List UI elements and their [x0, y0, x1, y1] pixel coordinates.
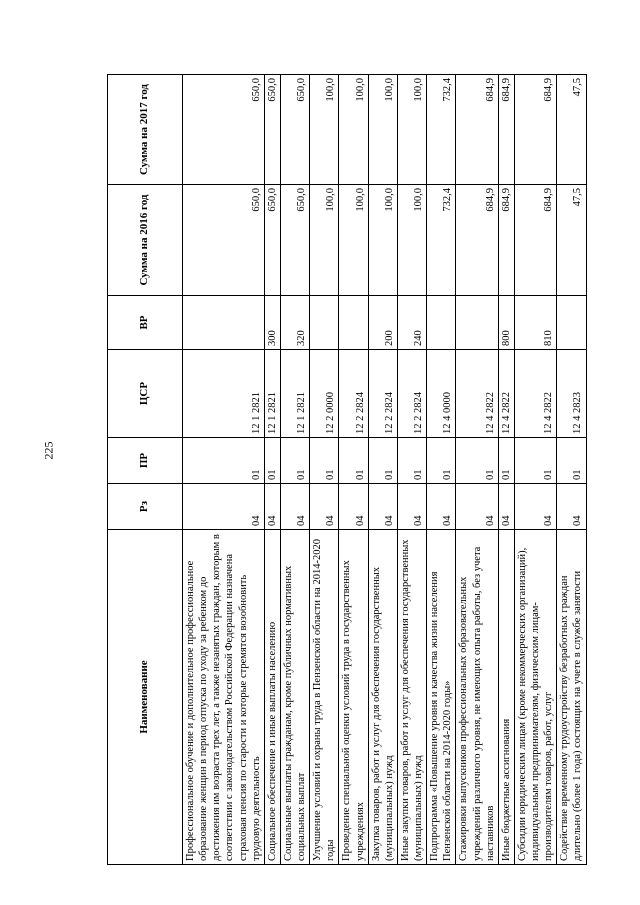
row-sum-2017: 100,0	[397, 75, 426, 185]
row-csr: 12 2 2824	[339, 350, 368, 438]
row-csr: 12 2 0000	[310, 350, 339, 438]
row-csr: 12 1 2821	[183, 350, 265, 438]
row-vr: 810	[514, 296, 556, 350]
row-pr: 01	[183, 438, 265, 484]
row-sum-2016: 100,0	[339, 185, 368, 296]
row-sum-2016: 684,9	[456, 185, 498, 296]
row-sum-2017: 650,0	[280, 75, 309, 185]
row-csr: 12 4 2823	[557, 350, 586, 438]
row-sum-2017: 100,0	[310, 75, 339, 185]
row-name: Стажировки выпускников профессиональных образовательных учреждений различного уровня, не имеющих опыта работы, без учета наставников	[456, 530, 498, 865]
row-vr: 300	[264, 296, 280, 350]
row-csr: 12 4 2822	[498, 350, 514, 438]
row-name: Социальное обеспечение и иные выплаты населению	[264, 530, 280, 865]
row-sum-2016: 650,0	[280, 185, 309, 296]
row-vr	[456, 296, 498, 350]
row-csr: 12 4 0000	[427, 350, 456, 438]
row-pr: 01	[264, 438, 280, 484]
row-sum-2016: 650,0	[264, 185, 280, 296]
budget-table-rotated	[107, 75, 584, 865]
row-vr: 240	[397, 296, 426, 350]
row-vr: 320	[280, 296, 309, 350]
row-vr	[427, 296, 456, 350]
table-row	[183, 75, 265, 865]
budget-table	[107, 74, 587, 865]
row-name: Улучшение условий и охраны труда в Пензенской области на 2014-2020 годы	[310, 530, 339, 865]
header-csr: ЦСР	[108, 350, 183, 438]
row-name: Иные бюджетные ассигнования	[498, 530, 514, 865]
table-row	[498, 75, 514, 865]
row-pr: 01	[427, 438, 456, 484]
header-rz: Рз	[108, 484, 183, 530]
row-sum-2017: 47,5	[557, 75, 586, 185]
row-sum-2017: 684,9	[514, 75, 556, 185]
row-rz: 04	[514, 484, 556, 530]
row-pr: 01	[310, 438, 339, 484]
row-name: Подпрограмма «Повышение уровня и качества жизни населения Пензенской области на 2014-2020 годы»	[427, 530, 456, 865]
table-row	[397, 75, 426, 865]
row-rz: 04	[339, 484, 368, 530]
row-sum-2016: 100,0	[397, 185, 426, 296]
row-vr	[183, 296, 265, 350]
row-csr: 12 2 2824	[397, 350, 426, 438]
row-pr: 01	[339, 438, 368, 484]
row-rz: 04	[498, 484, 514, 530]
row-name: Профессиональное обучение и дополнительное профессиональное образование женщин в период отпуска по уходу за ребенком до достижения им возраста трех лет, а также незанятых граждан, которым в соответствии с законодательством Российской Федерации назначена страховая пенсия по старости и которые стремятся возобновить трудовую деятельность	[183, 530, 265, 865]
row-name: Субсидии юридическим лицам (кроме некоммерческих организаций), индивидуальным предпринимателям, физическим лицам-производителям товаров, работ, услуг	[514, 530, 556, 865]
row-rz: 04	[280, 484, 309, 530]
header-sum-2017: Сумма на 2017 год	[108, 75, 183, 185]
row-pr: 01	[514, 438, 556, 484]
row-rz: 04	[264, 484, 280, 530]
row-name: Содействие временному трудоустройству безработных граждан длительно (более 1 года) состоящих на учете в службе занятости	[557, 530, 586, 865]
header-name: Наименование	[108, 530, 183, 865]
row-pr: 01	[368, 438, 397, 484]
row-csr: 12 1 2821	[264, 350, 280, 438]
row-csr: 12 2 2824	[368, 350, 397, 438]
row-rz: 04	[183, 484, 265, 530]
header-sum-2016: Сумма на 2016 год	[108, 185, 183, 296]
header-pr: ПР	[108, 438, 183, 484]
row-sum-2016: 684,9	[498, 185, 514, 296]
row-sum-2017: 732,4	[427, 75, 456, 185]
row-vr: 800	[498, 296, 514, 350]
table-row	[456, 75, 498, 865]
row-csr: 12 4 2822	[456, 350, 498, 438]
row-sum-2017: 684,9	[498, 75, 514, 185]
table-row	[280, 75, 309, 865]
row-sum-2017: 684,9	[456, 75, 498, 185]
row-sum-2016: 732,4	[427, 185, 456, 296]
row-rz: 04	[368, 484, 397, 530]
row-sum-2017: 100,0	[339, 75, 368, 185]
row-vr	[557, 296, 586, 350]
table-row	[368, 75, 397, 865]
row-rz: 04	[310, 484, 339, 530]
row-sum-2016: 47,5	[557, 185, 586, 296]
header-vr: ВР	[108, 296, 183, 350]
row-name: Проведение специальной оценки условий труда в государственных учреждениях	[339, 530, 368, 865]
row-sum-2017: 650,0	[183, 75, 265, 185]
row-vr	[339, 296, 368, 350]
row-rz: 04	[397, 484, 426, 530]
row-sum-2016: 100,0	[368, 185, 397, 296]
row-rz: 04	[456, 484, 498, 530]
row-pr: 01	[557, 438, 586, 484]
row-name: Закупка товаров, работ и услуг для обеспечения государственных (муниципальных) нужд	[368, 530, 397, 865]
row-sum-2017: 650,0	[264, 75, 280, 185]
row-vr: 200	[368, 296, 397, 350]
table-row	[427, 75, 456, 865]
table-row	[310, 75, 339, 865]
row-name: Социальные выплаты гражданам, кроме публичных нормативных социальных выплат	[280, 530, 309, 865]
row-rz: 04	[427, 484, 456, 530]
table-header-row	[108, 75, 183, 865]
row-sum-2016: 650,0	[183, 185, 265, 296]
row-pr: 01	[397, 438, 426, 484]
row-rz: 04	[557, 484, 586, 530]
row-vr	[310, 296, 339, 350]
row-pr: 01	[498, 438, 514, 484]
row-pr: 01	[280, 438, 309, 484]
row-sum-2017: 100,0	[368, 75, 397, 185]
row-pr: 01	[456, 438, 498, 484]
row-csr: 12 4 2822	[514, 350, 556, 438]
row-sum-2016: 100,0	[310, 185, 339, 296]
row-name: Иные закупки товаров, работ и услуг для обеспечения государственных (муниципальных) нужд	[397, 530, 426, 865]
page-number: 225	[41, 441, 56, 460]
row-sum-2016: 684,9	[514, 185, 556, 296]
table-row	[514, 75, 556, 865]
row-csr: 12 1 2821	[280, 350, 309, 438]
table-row	[264, 75, 280, 865]
table-row	[339, 75, 368, 865]
budget-table-frame	[107, 75, 584, 865]
table-row	[557, 75, 586, 865]
